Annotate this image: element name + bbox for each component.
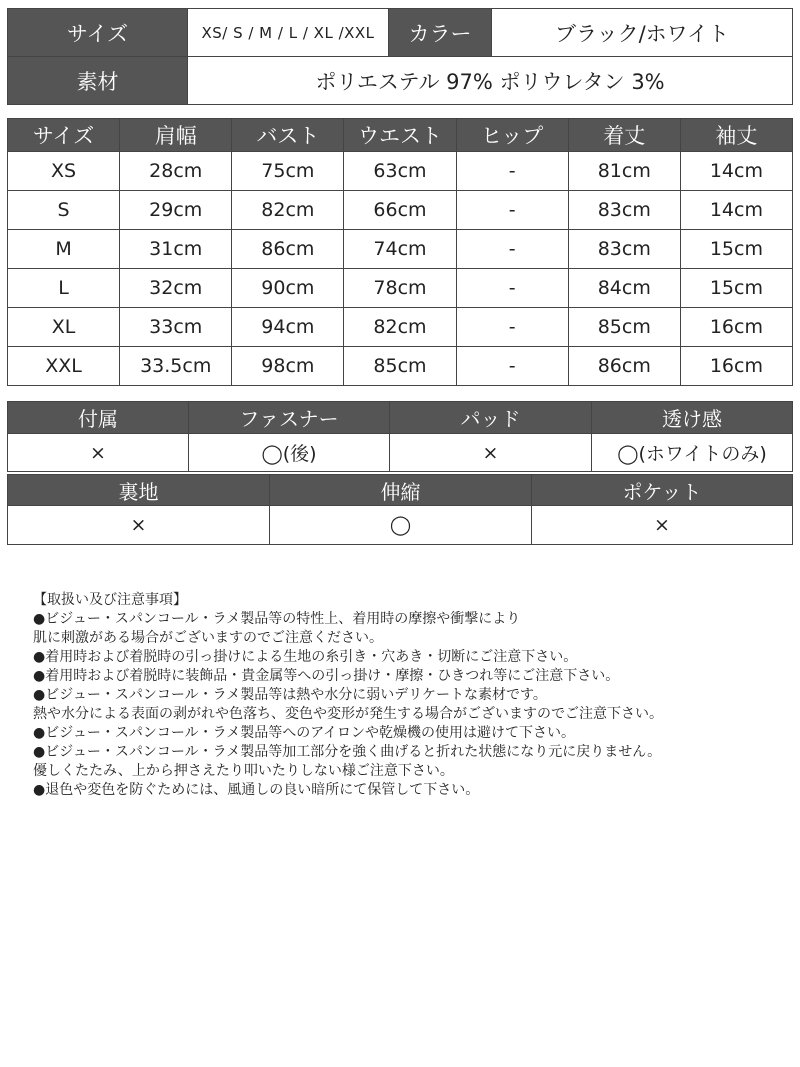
- table-cell: -: [456, 152, 568, 191]
- accessories-header-row: [8, 475, 793, 506]
- table-cell: -: [456, 347, 568, 386]
- accessories-value-row: [8, 434, 793, 472]
- header-stretch: 伸縮: [270, 475, 532, 506]
- spec-table: [7, 8, 793, 105]
- table-cell: 66cm: [344, 191, 456, 230]
- material-value: ポリエステル 97% ポリウレタン 3%: [188, 57, 793, 105]
- table-cell: 63cm: [344, 152, 456, 191]
- table-row: [8, 308, 793, 347]
- table-cell: 15cm: [680, 230, 792, 269]
- table-cell: 82cm: [232, 191, 344, 230]
- size-label: サイズ: [8, 9, 188, 57]
- note-line: 熱や水分による表面の剥がれや色落ち、変色や変形が発生する場合がございますのでご注意下さい。: [33, 706, 663, 722]
- table-row: [8, 230, 793, 269]
- table-cell: 83cm: [568, 230, 680, 269]
- header-bust: バスト: [232, 119, 344, 152]
- table-cell: 33.5cm: [120, 347, 232, 386]
- color-label: カラー: [389, 9, 492, 57]
- size-chart-header-row: [8, 119, 793, 152]
- pad-value: ×: [390, 434, 592, 472]
- table-cell: -: [456, 308, 568, 347]
- table-cell: 81cm: [568, 152, 680, 191]
- header-accessories: 付属: [8, 402, 189, 434]
- accessories-table-2: [7, 474, 793, 545]
- material-row: [8, 57, 793, 105]
- accessories-table-1: [7, 401, 793, 472]
- care-notes: [33, 591, 793, 800]
- table-cell: 94cm: [232, 308, 344, 347]
- note-line: ●退色や変色を防ぐためには、風通しの良い暗所にて保管して下さい。: [33, 782, 480, 798]
- note-line: 優しくたたみ、上から押さえたり叩いたりしない様ご注意下さい。: [33, 763, 454, 779]
- table-cell: 83cm: [568, 191, 680, 230]
- table-cell: 90cm: [232, 269, 344, 308]
- table-cell: M: [8, 230, 120, 269]
- table-cell: L: [8, 269, 120, 308]
- table-cell: -: [456, 269, 568, 308]
- note-line: ●着用時および着脱時に装飾品・貴金属等への引っ掛け・摩擦・ひきつれ等にご注意下さい。: [33, 668, 620, 684]
- size-color-row: [8, 9, 793, 57]
- header-length: 着丈: [568, 119, 680, 152]
- table-cell: 84cm: [568, 269, 680, 308]
- color-value: ブラック/ホワイト: [492, 9, 793, 57]
- table-cell: 75cm: [232, 152, 344, 191]
- table-cell: 31cm: [120, 230, 232, 269]
- pocket-value: ×: [532, 506, 793, 545]
- table-cell: 78cm: [344, 269, 456, 308]
- accessories-header-row: [8, 402, 793, 434]
- sheerness-value: ◯(ホワイトのみ): [592, 434, 793, 472]
- note-line: ●ビジュー・スパンコール・ラメ製品等の特性上、着用時の摩擦や衝撃により: [33, 611, 521, 627]
- zipper-value: ◯(後): [189, 434, 390, 472]
- note-line: 肌に刺激がある場合がございますのでご注意ください。: [33, 630, 383, 646]
- table-cell: 85cm: [568, 308, 680, 347]
- table-cell: 16cm: [680, 347, 792, 386]
- table-cell: 74cm: [344, 230, 456, 269]
- header-size: サイズ: [8, 119, 120, 152]
- table-cell: S: [8, 191, 120, 230]
- table-cell: -: [456, 191, 568, 230]
- notes-title: 【取扱い及び注意事項】: [33, 592, 187, 608]
- header-waist: ウエスト: [344, 119, 456, 152]
- table-cell: 33cm: [120, 308, 232, 347]
- table-cell: 14cm: [680, 191, 792, 230]
- header-hip: ヒップ: [456, 119, 568, 152]
- note-line: ●ビジュー・スパンコール・ラメ製品等へのアイロンや乾燥機の使用は避けて下さい。: [33, 725, 575, 741]
- table-cell: XS: [8, 152, 120, 191]
- table-row: [8, 191, 793, 230]
- material-label: 素材: [8, 57, 188, 105]
- table-cell: 16cm: [680, 308, 792, 347]
- lining-value: ×: [8, 506, 270, 545]
- table-cell: 86cm: [232, 230, 344, 269]
- table-cell: 29cm: [120, 191, 232, 230]
- table-cell: XXL: [8, 347, 120, 386]
- table-cell: 86cm: [568, 347, 680, 386]
- header-zipper: ファスナー: [189, 402, 390, 434]
- sizes-value: XS/ S / M / L / XL /XXL: [188, 9, 389, 57]
- note-line: ●ビジュー・スパンコール・ラメ製品等加工部分を強く曲げると折れた状態になり元に戻りません。: [33, 744, 662, 760]
- table-cell: 82cm: [344, 308, 456, 347]
- table-cell: 32cm: [120, 269, 232, 308]
- header-lining: 裏地: [8, 475, 270, 506]
- header-pocket: ポケット: [532, 475, 793, 506]
- header-sleeve: 袖丈: [680, 119, 792, 152]
- table-cell: 28cm: [120, 152, 232, 191]
- size-chart-table: [7, 118, 793, 386]
- accessories-value: ×: [8, 434, 189, 472]
- header-shoulder: 肩幅: [120, 119, 232, 152]
- table-cell: 15cm: [680, 269, 792, 308]
- note-line: ●ビジュー・スパンコール・ラメ製品等は熱や水分に弱いデリケートな素材です。: [33, 687, 547, 703]
- table-row: [8, 269, 793, 308]
- table-row: [8, 347, 793, 386]
- accessories-value-row: [8, 506, 793, 545]
- table-cell: XL: [8, 308, 120, 347]
- table-cell: 14cm: [680, 152, 792, 191]
- table-row: [8, 152, 793, 191]
- note-line: ●着用時および着脱時の引っ掛けによる生地の糸引き・穴あき・切断にご注意下さい。: [33, 649, 578, 665]
- table-cell: 85cm: [344, 347, 456, 386]
- table-cell: 98cm: [232, 347, 344, 386]
- table-cell: -: [456, 230, 568, 269]
- header-pad: パッド: [390, 402, 592, 434]
- stretch-value: ◯: [270, 506, 532, 545]
- header-sheerness: 透け感: [592, 402, 793, 434]
